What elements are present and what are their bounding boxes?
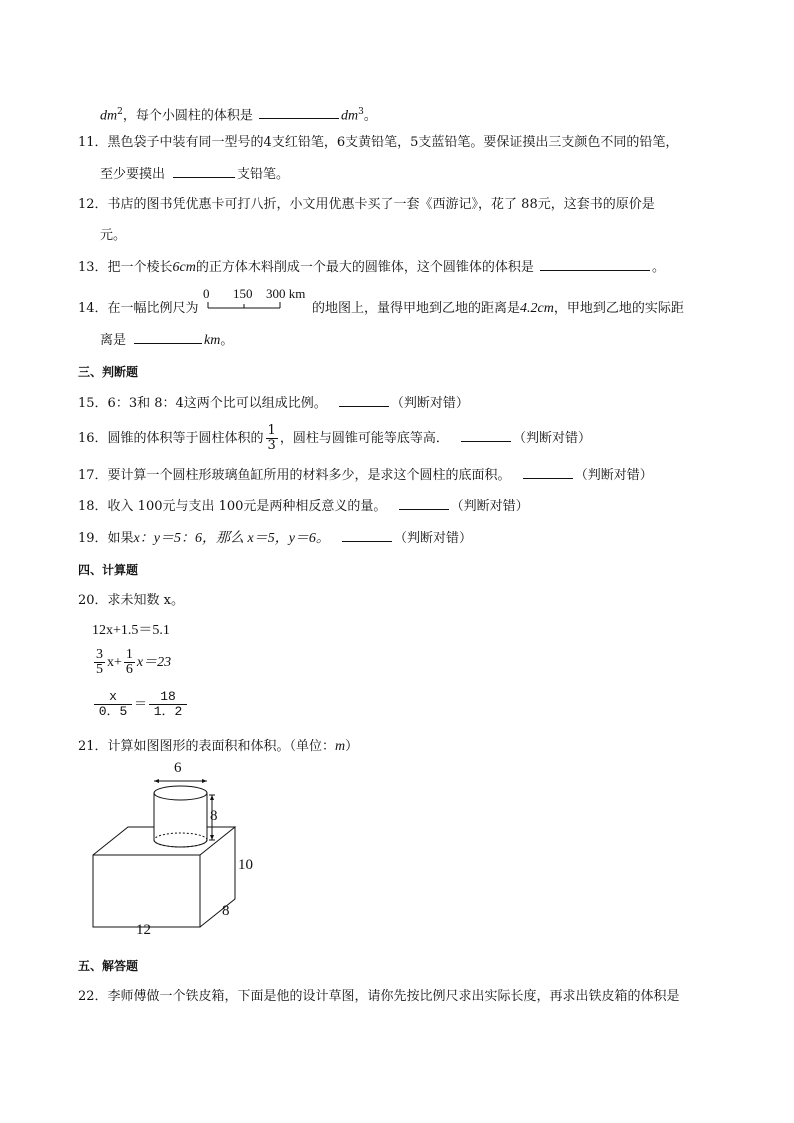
q14-line1b [312, 300, 684, 318]
q21-title [78, 738, 358, 756]
q21-unit: m [335, 739, 346, 754]
q16-fraction: $\frac{1}{3}$ [267, 423, 276, 453]
q12-line1: 12．书店的图书凭优惠卡可打八折，小文用优惠卡买了一套《西游记》，花了 88元，这套书的原价是 [78, 197, 655, 212]
scale-bar-ruler [203, 286, 313, 316]
q13-answer-blank[interactable] [540, 258, 650, 271]
q13-line [78, 258, 665, 277]
q16-line [78, 424, 591, 453]
q17-line [78, 466, 653, 485]
q21-figure-drawing [88, 765, 268, 940]
q17-answer-blank[interactable] [523, 466, 573, 479]
q16-b: ，圆柱与圆锥可能等底等高． [279, 431, 449, 446]
q20-eq3-frac2: $\frac{18}{1.2}$ [149, 690, 187, 719]
q17-text: 17．要计算一个圆柱形玻璃鱼缸所用的材料多少，是求这个圆柱的底面积。 [78, 468, 511, 483]
q10-end: 。 [363, 108, 377, 124]
q15-tail: （判断对错） [390, 396, 469, 411]
q20-eq2-frac1: $\frac{3}{5}$ [96, 647, 103, 678]
q20-eq2-end: x＝23 [136, 655, 172, 670]
q19-tail: （判断对错） [394, 531, 473, 546]
scale-label-0: 0 [203, 286, 210, 301]
q21-figure [88, 760, 268, 940]
q14-unit: km [204, 333, 221, 348]
q12-line2: 元。 [100, 228, 127, 243]
q14-b: 的地图上，量得甲地到乙地的距离是 [312, 301, 521, 316]
q16-answer-blank[interactable] [461, 429, 511, 442]
q18-tail: （判断对错） [450, 499, 529, 514]
q14-dist: 4.2cm [520, 301, 554, 316]
scale-label-150: 150 [233, 286, 253, 301]
scale-label-300: 300 km [266, 286, 306, 301]
q14-end: 。 [220, 333, 234, 348]
q19-a: 19．如果 [78, 531, 134, 546]
q14-c: ，甲地到乙地的实际距 [553, 301, 684, 316]
q11-line1: 11．黑色袋子中装有同一型号的4支红铅笔，6支黄铅笔，5支蓝铅笔。要保证摸出三支颜色不同的铅笔， [78, 135, 679, 150]
q16-tail: （判断对错） [512, 431, 591, 446]
q13-unit: 6cm [172, 260, 196, 275]
q19-line [78, 529, 472, 548]
q18-text: 18．收入 100元与支出 100元是两种相反意义的量。 [78, 499, 387, 514]
q15-line [78, 394, 469, 413]
q10-unit2-sup: 3 [358, 107, 364, 117]
q14-answer-blank[interactable] [134, 331, 202, 344]
q17-tail: （判断对错） [574, 468, 653, 483]
q11-answer-blank[interactable] [173, 165, 235, 178]
q20-eq2-frac2: $\frac{1}{6}$ [125, 647, 133, 678]
q11-line2a: 至少要摸出 [100, 167, 166, 182]
scale-bar [203, 286, 313, 316]
q14-line2 [100, 331, 233, 350]
q13-c: 。 [652, 260, 666, 275]
q20-title: 20．求未知数 x。 [78, 593, 185, 608]
q21-close: ） [345, 739, 359, 754]
q20-eq3 [92, 690, 189, 720]
q20-eq1: 12x+1.5＝5.1 [92, 623, 170, 638]
q19-answer-blank[interactable] [342, 529, 392, 542]
section-3-heading: 三、判断题 [78, 365, 139, 379]
q14-line1 [78, 300, 199, 318]
q15-text: 15．6：3和 8：4这两个比可以组成比例。 [78, 396, 327, 411]
q14-a: 14．在一幅比例尺为 [78, 301, 199, 316]
q10-answer-blank[interactable] [259, 106, 339, 119]
q13-b: 的正方体木料削成一个最大的圆锥体，这个圆锥体的体积是 [195, 260, 534, 275]
q11-line2 [100, 165, 289, 184]
q13-a: 13．把一个棱长 [78, 260, 173, 275]
q10-unit2: dm [341, 108, 359, 124]
q18-line [78, 497, 529, 516]
q20-eq3-frac1: $\frac{x}{0.5}$ [94, 690, 132, 719]
q21-label-depth: 8 [222, 903, 230, 919]
q18-answer-blank[interactable] [399, 497, 449, 510]
q10-line [100, 103, 377, 125]
q19-b: x：y＝5：6，那么 x＝5，y＝6。 [133, 531, 330, 546]
q10-unit1: dm [100, 108, 118, 124]
q21-label-length: 12 [136, 922, 151, 938]
q20-eq3-equals: ＝ [134, 697, 148, 712]
q20-eq2-mid: x+ [107, 655, 122, 670]
q15-answer-blank[interactable] [339, 394, 389, 407]
section-4-heading: 四、计算题 [78, 563, 139, 577]
q21-label-box-height: 10 [238, 857, 253, 873]
q14-line2a: 离是 [100, 333, 127, 348]
q20-eq2 [92, 648, 171, 678]
q10-text: ，每个小圆柱的体积是 [122, 108, 253, 124]
q22-line: 22．李师傅做一个铁皮箱，下面是他的设计草图，请你先按比例尺求出实际长度，再求出铁皮箱的体积是 [78, 989, 680, 1004]
q21-label-diameter: 6 [174, 760, 182, 776]
q10-unit1-sup: 2 [117, 107, 123, 117]
q11-line2b: 支铅笔。 [237, 167, 290, 182]
q16-a: 16．圆锥的体积等于圆柱体积的 [78, 431, 264, 446]
q21-label-cylinder-height: 8 [210, 808, 218, 824]
q21-title-text: 21．计算如图图形的表面积和体积。（单位： [78, 739, 336, 754]
section-5-heading: 五、解答题 [78, 959, 139, 973]
